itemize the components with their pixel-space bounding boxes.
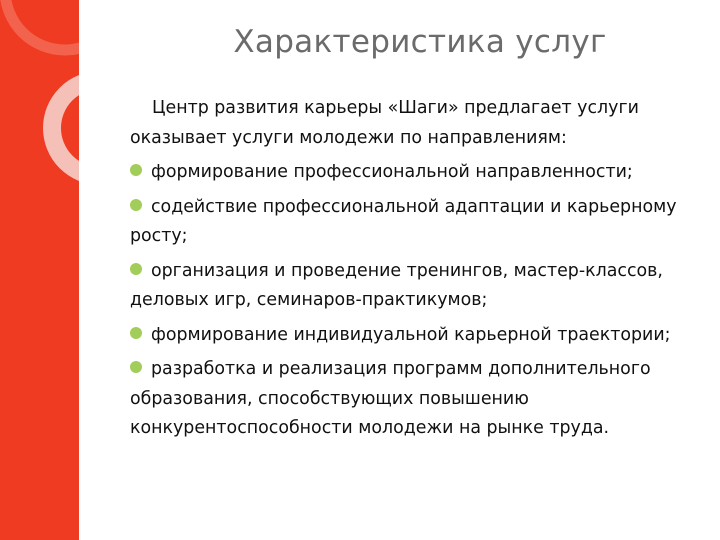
- bullet-dot-icon: [130, 263, 142, 275]
- bullet-text: формирование профессиональной направленности;: [151, 162, 633, 182]
- bullet-item: [130, 321, 695, 351]
- bullet-dot-icon: [130, 361, 142, 373]
- slide-body: [130, 94, 695, 449]
- bullet-dot-icon: [130, 327, 142, 339]
- bullet-item: [130, 193, 695, 252]
- decorative-circles: [0, 0, 79, 540]
- bullet-text: разработка и реализация программ дополнительного образования, способствующих повышению конкурентоспособности молодежи на рынке труда.: [130, 359, 651, 438]
- bullet-item: [130, 257, 695, 316]
- side-accent-band: [0, 0, 79, 540]
- bullet-text: формирование индивидуальной карьерной траектории;: [151, 324, 671, 345]
- bullet-dot-icon: [130, 199, 142, 211]
- bullet-item: [130, 158, 695, 188]
- bullet-text: содействие профессиональной адаптации и карьерному росту;: [130, 196, 677, 246]
- intro-paragraph: Центр развития карьеры «Шаги» предлагает услуги оказывает услуги молодежи по направлениям:: [130, 98, 639, 148]
- bullet-dot-icon: [130, 164, 142, 176]
- bullet-item: [130, 355, 695, 444]
- bullet-text: организация и проведение тренингов, мастер-классов, деловых игр, семинаров-практикумов;: [130, 260, 663, 310]
- slide-title: Характеристика услуг: [233, 24, 607, 60]
